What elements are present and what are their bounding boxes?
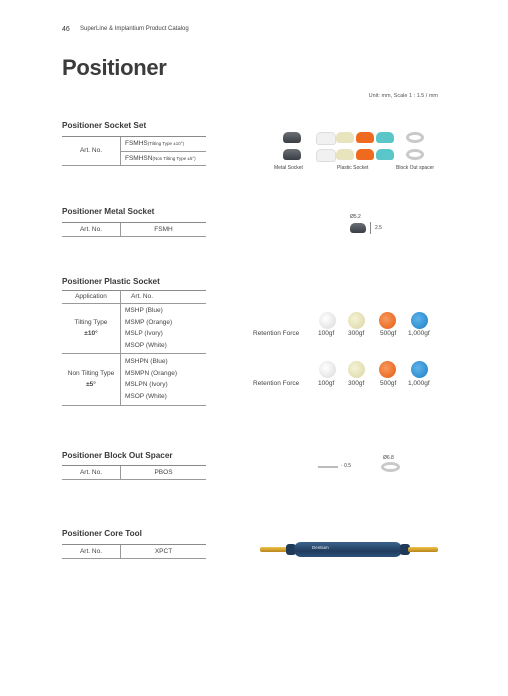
unit-note: Unit: mm, Scale 1 : 1.5 / mm	[368, 93, 438, 99]
application-name: Tilting Type	[74, 319, 108, 326]
art-no-label: Art. No.	[62, 223, 121, 236]
metal-socket-table	[62, 223, 206, 237]
art-no-header: Art. No.	[121, 290, 207, 303]
art-note: Non Tilting Type ±5°	[153, 155, 195, 161]
dimension-line	[370, 222, 371, 234]
force-value: 500gf	[380, 380, 397, 387]
metal-socket-image	[283, 149, 301, 160]
list-item: MSLPN (Ivory)	[125, 381, 168, 388]
plastic-socket-ivory	[336, 149, 354, 160]
socket-ivory	[348, 312, 365, 329]
application-angle: ±5°	[86, 381, 96, 388]
thickness-label: · 0.5	[341, 463, 352, 469]
retention-force-label: Retention Force	[253, 380, 300, 387]
socket-orange	[379, 312, 396, 329]
tool-tip-left	[260, 547, 288, 552]
spacer-diameter-label: Ø6.8	[383, 455, 394, 461]
plastic-socket-ivory	[336, 132, 354, 143]
caption-metal-socket: Metal Socket	[274, 165, 303, 171]
non-tilting-type-cell	[62, 353, 121, 405]
list-item: MSMP (Orange)	[125, 318, 173, 326]
plastic-socket-teal	[376, 132, 394, 143]
block-out-table	[62, 466, 206, 480]
block-out-spacer-image	[406, 132, 424, 143]
socket-set-title: Positioner Socket Set	[62, 121, 147, 130]
spacer-side-view	[318, 466, 338, 468]
application-angle: ±10°	[84, 330, 98, 337]
socket-blue	[411, 361, 428, 378]
art-list	[121, 353, 207, 405]
force-value: 100gf	[318, 380, 335, 387]
metal-socket-image	[283, 132, 301, 143]
socket-white	[319, 361, 336, 378]
block-out-spacer-image	[406, 149, 424, 160]
diameter-label: Ø5.2	[350, 214, 361, 220]
list-item: MSHPN (Blue)	[125, 358, 168, 365]
socket-set-table	[62, 137, 206, 166]
thickness-value: 0.5	[344, 463, 352, 469]
art-code: XPCT	[121, 545, 207, 558]
plastic-socket-teal	[376, 149, 394, 160]
caption-plastic-socket: Plastic Socket	[337, 165, 369, 171]
page-title: Positioner	[62, 55, 167, 80]
force-value: 500gf	[380, 330, 397, 337]
height-label: 2.5	[375, 225, 382, 231]
art-no-label: Art. No.	[62, 137, 121, 165]
art-list	[121, 303, 207, 353]
socket-white	[319, 312, 336, 329]
table-cell: FSMHSN(Non Tilting Type ±5°)	[121, 151, 207, 165]
plastic-socket-orange	[356, 132, 374, 143]
application-header: Application	[62, 290, 121, 303]
art-code: PBOS	[121, 466, 207, 479]
list-item: MSHP (Blue)	[125, 307, 163, 314]
list-item: MSOP (White)	[125, 392, 167, 400]
art-note: Tilting Type ±10°	[149, 141, 183, 147]
socket-ivory	[348, 361, 365, 378]
metal-socket-image	[350, 223, 366, 233]
block-out-title: Positioner Block Out Spacer	[62, 451, 173, 460]
retention-force-label: Retention Force	[253, 330, 300, 337]
caption-block-out: Block Out spacer	[396, 165, 435, 171]
table-cell: FSMHS(Tilting Type ±10°)	[121, 137, 207, 151]
plastic-socket-white	[316, 132, 336, 145]
metal-socket-title: Positioner Metal Socket	[62, 207, 155, 216]
tool-tip-right	[408, 547, 438, 552]
socket-orange	[379, 361, 396, 378]
plastic-socket-table	[62, 290, 206, 406]
art-code: FSMHSN	[125, 154, 153, 162]
list-item: MSOP (White)	[125, 341, 167, 349]
page-number: 46	[62, 26, 70, 33]
block-out-spacer-image	[381, 462, 400, 472]
application-name: Non Tilting Type	[67, 370, 115, 377]
core-tool-table	[62, 545, 206, 559]
socket-blue	[411, 312, 428, 329]
plastic-socket-title: Positioner Plastic Socket	[62, 277, 160, 286]
art-no-label: Art. No.	[62, 466, 121, 479]
catalog-title: SuperLine & Implantium Product Catalog	[80, 26, 189, 32]
list-item: MSLP (Ivory)	[125, 330, 163, 337]
force-value: 1,000gf	[408, 330, 430, 337]
tool-handle	[294, 542, 402, 557]
force-value: 300gf	[348, 380, 365, 387]
core-tool-title: Positioner Core Tool	[62, 529, 142, 538]
plastic-socket-orange	[356, 149, 374, 160]
plastic-socket-white	[316, 149, 336, 162]
art-code: FSMH	[121, 223, 207, 236]
art-no-label: Art. No.	[62, 545, 121, 558]
force-value: 300gf	[348, 330, 365, 337]
tool-brand-label: Dentium	[312, 545, 329, 550]
force-value: 1,000gf	[408, 380, 430, 387]
list-item: MSMPN (Orange)	[125, 369, 178, 377]
tilting-type-cell	[62, 303, 121, 353]
art-code: FSMHS	[125, 140, 148, 148]
force-value: 100gf	[318, 330, 335, 337]
